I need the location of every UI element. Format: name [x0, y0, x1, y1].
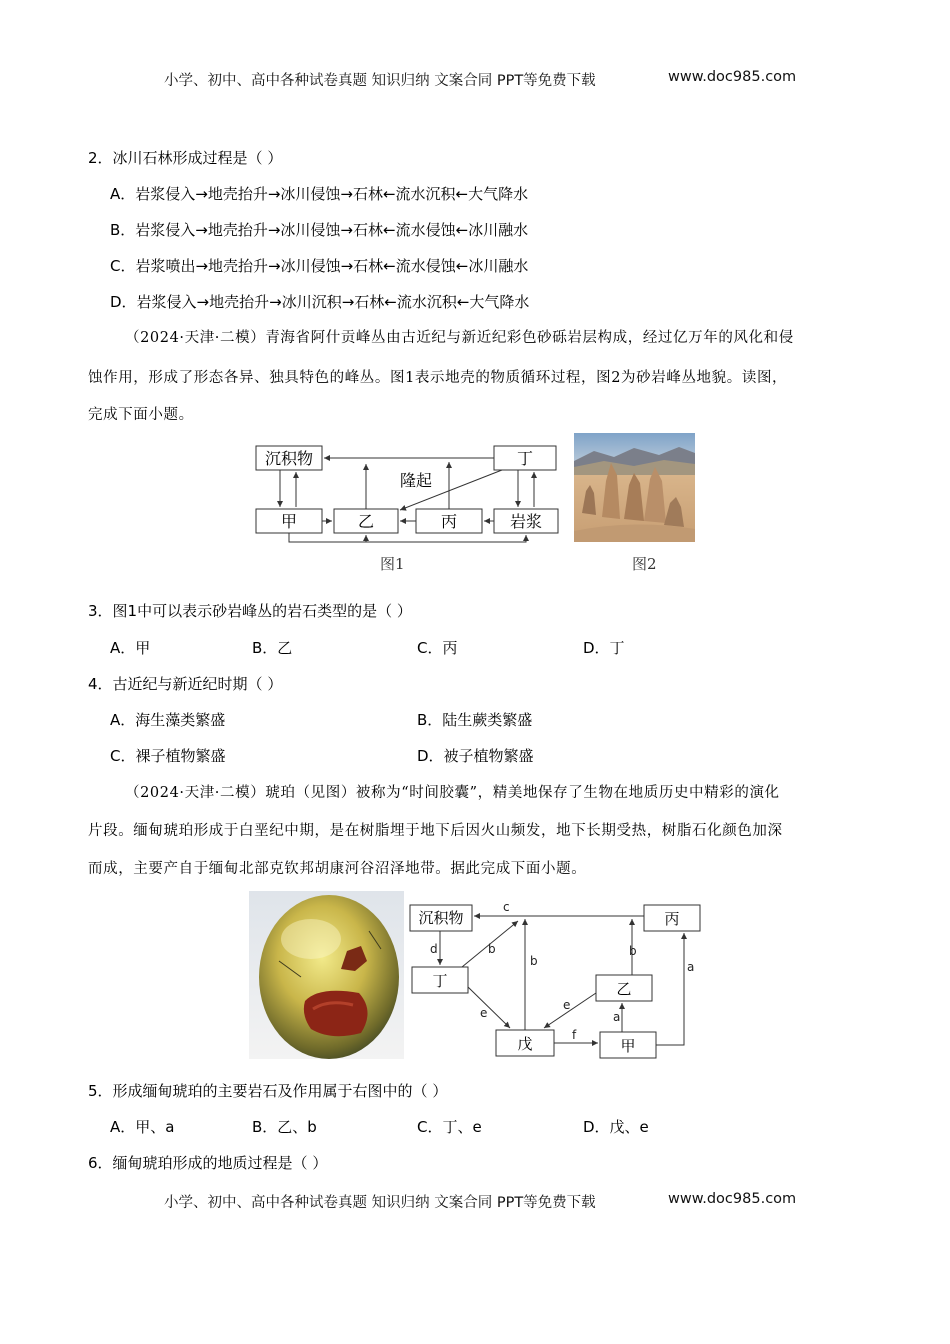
- fig3-arrow-d: d: [430, 942, 438, 956]
- question-4-option-a[interactable]: A．海生藻类繁盛: [110, 711, 226, 729]
- question-3-option-c[interactable]: C．丙: [417, 639, 458, 657]
- question-3-option-d[interactable]: D．丁: [583, 639, 625, 657]
- fig1-label-sediment: 沉积物: [264, 449, 314, 468]
- fig3-arrow-f: f: [572, 1028, 577, 1042]
- figure-1-rock-cycle-diagram: [250, 440, 570, 550]
- question-5-option-a[interactable]: A．甲、a: [110, 1118, 175, 1136]
- fig1-label-yi: 乙: [357, 512, 375, 531]
- question-3-option-b[interactable]: B．乙: [252, 639, 293, 657]
- fig3-arrow-e-1: e: [480, 1006, 488, 1020]
- figure-3-rock-cycle-diagram: [406, 897, 706, 1062]
- figure-2-sandstone-landscape-photo: [574, 433, 695, 542]
- fig1-label-magma: 岩浆: [509, 512, 543, 531]
- fig3-label-bing: 丙: [664, 910, 680, 928]
- fig3-arrow-a-2: a: [687, 960, 695, 974]
- question-6-stem: 6．缅甸琥珀形成的地质过程是（ ）: [88, 1154, 328, 1172]
- footer-url[interactable]: www.doc985.com: [668, 1191, 797, 1207]
- fig3-arrow-b-1: b: [488, 942, 496, 956]
- fig1-label-uplift: 隆起: [399, 471, 433, 490]
- passage-2-line-3: 而成，主要产自于缅甸北部克钦邦胡康河谷沼泽地带。据此完成下面小题。: [88, 861, 587, 877]
- fig1-label-jia: 甲: [280, 512, 298, 531]
- fig3-arrow-e-2: e: [563, 998, 571, 1012]
- question-2-option-d[interactable]: D．岩浆侵入→地壳抬升→冰川沉积→石林←流水沉积←大气降水: [110, 293, 530, 311]
- fig3-label-jia: 甲: [620, 1037, 636, 1055]
- fig1-label-ding: 丁: [516, 449, 534, 468]
- question-3-option-a[interactable]: A．甲: [110, 639, 151, 657]
- header-text: 小学、初中、高中各种试卷真题 知识归纳 文案合同 PPT等免费下载: [164, 73, 596, 89]
- passage-1-line-1: （2024·天津·二模）青海省阿什贡峰丛由古近纪与新近纪彩色砂砾岩层构成，经过亿万年的风化和侵: [125, 330, 794, 346]
- question-5-option-d[interactable]: D．戊、e: [583, 1118, 649, 1136]
- passage-2-line-2: 片段。缅甸琥珀形成于白垩纪中期，是在树脂埋于地下后因火山频发，地下长期受热，树脂石化颜色加深: [88, 823, 783, 839]
- fig1-label-bing: 丙: [440, 512, 458, 531]
- question-2-stem: 2．冰川石林形成过程是（ ）: [88, 149, 283, 167]
- amber-photo: [249, 891, 404, 1059]
- passage-1-line-3: 完成下面小题。: [88, 407, 194, 423]
- question-2-option-a[interactable]: A．岩浆侵入→地壳抬升→冰川侵蚀→石林←流水沉积←大气降水: [110, 185, 529, 203]
- figure-1-caption: 图1: [380, 555, 405, 573]
- passage-1-line-2: 蚀作用，形成了形态各异、独具特色的峰丛。图1表示地壳的物质循环过程，图2为砂岩峰丛地貌。读图，: [88, 370, 788, 386]
- question-4-stem: 4．古近纪与新近纪时期（ ）: [88, 675, 283, 693]
- passage-2-line-1: （2024·天津·二模）琥珀（见图）被称为“时间胶囊”，精美地保存了生物在地质历史中精彩的演化: [125, 785, 780, 801]
- question-2-option-b[interactable]: B．岩浆侵入→地壳抬升→冰川侵蚀→石林←流水侵蚀←冰川融水: [110, 221, 529, 239]
- fig3-arrow-c: c: [503, 900, 510, 914]
- question-2-option-c[interactable]: C．岩浆喷出→地壳抬升→冰川侵蚀→石林←流水侵蚀←冰川融水: [110, 257, 529, 275]
- fig3-label-yi: 乙: [616, 980, 632, 998]
- question-3-stem: 3．图1中可以表示砂岩峰丛的岩石类型的是（ ）: [88, 602, 412, 620]
- fig3-label-sediment: 沉积物: [418, 909, 464, 927]
- question-5-option-b[interactable]: B．乙、b: [252, 1118, 317, 1136]
- question-5-stem: 5．形成缅甸琥珀的主要岩石及作用属于右图中的（ ）: [88, 1082, 448, 1100]
- header-url[interactable]: www.doc985.com: [668, 69, 797, 85]
- question-4-option-b[interactable]: B．陆生蕨类繁盛: [417, 711, 533, 729]
- question-5-option-c[interactable]: C．丁、e: [417, 1118, 482, 1136]
- figure-2-caption: 图2: [632, 555, 657, 573]
- fig3-arrow-b-2: b: [530, 954, 538, 968]
- fig3-label-wu: 戊: [517, 1035, 533, 1053]
- question-4-option-d[interactable]: D．被子植物繁盛: [417, 747, 534, 765]
- fig3-arrow-a-1: a: [613, 1010, 621, 1024]
- question-4-option-c[interactable]: C．裸子植物繁盛: [110, 747, 226, 765]
- fig3-arrow-b-3: b: [629, 944, 637, 958]
- footer-text: 小学、初中、高中各种试卷真题 知识归纳 文案合同 PPT等免费下载: [164, 1195, 596, 1211]
- fig3-label-ding: 丁: [432, 972, 448, 990]
